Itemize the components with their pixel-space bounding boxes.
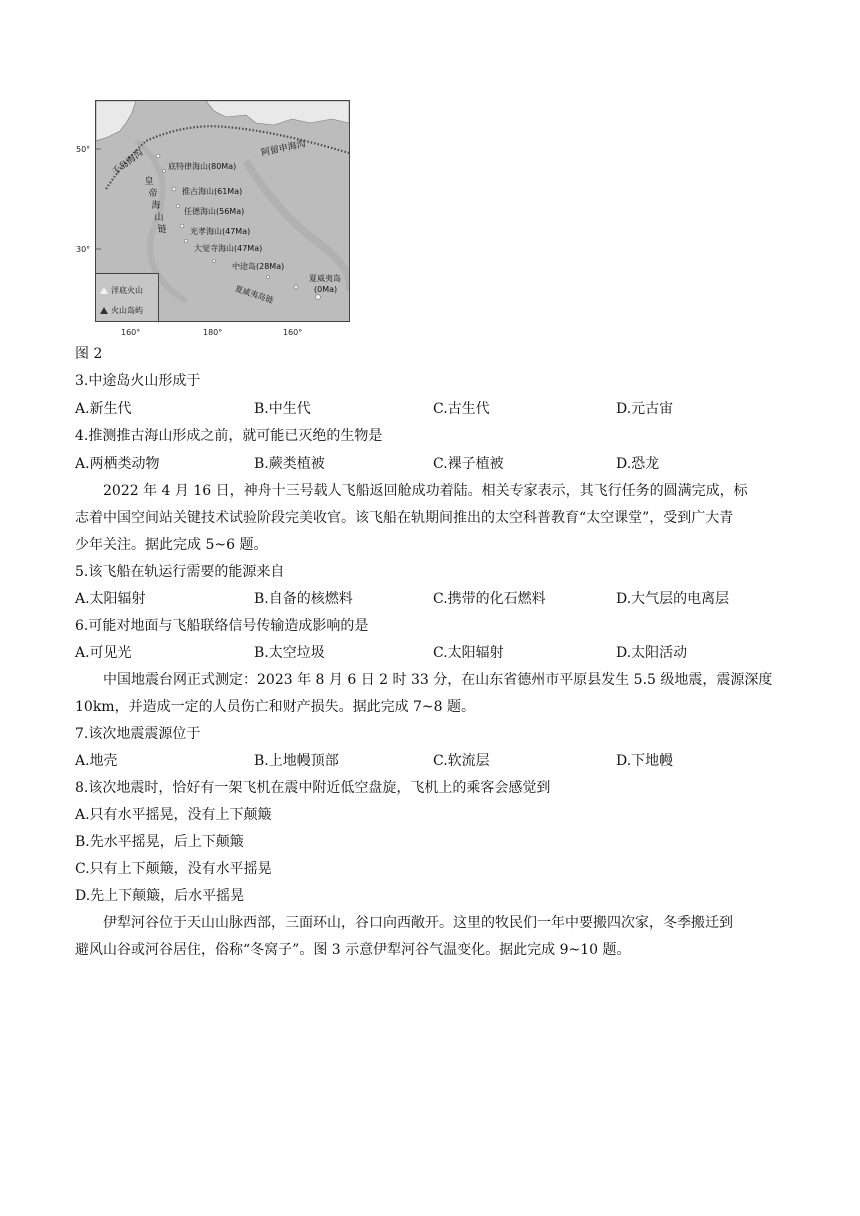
figure-caption: 图 2: [75, 346, 103, 362]
q6-option-d: D.太阳活动: [616, 645, 688, 661]
q4-stem: 4.推测推古海山形成之前，就可能已灭绝的生物是: [75, 428, 383, 444]
q6-option-b: B.太空垃圾: [254, 645, 325, 661]
q4-option-a: A.两栖类动物: [75, 456, 160, 472]
q3-option-c: C.古生代: [433, 401, 490, 417]
legend-seamount-text: 洋底火山: [111, 286, 143, 295]
q7-option-d: D.下地幔: [616, 753, 674, 769]
q8-stem: 8.该次地震时，恰好有一架飞机在震中附近低空盘旋，飞机上的乘客会感觉到: [75, 780, 551, 796]
legend-island: [100, 306, 143, 315]
q4-option-b: B.蕨类植被: [254, 456, 325, 472]
lat-label-50: 50°: [76, 145, 91, 154]
q5-option-c: C.携带的化石燃料: [433, 591, 546, 607]
q6-option-a: A.可见光: [75, 645, 132, 661]
chain-char-1: 皇: [144, 177, 154, 187]
q4-option-d: D.恐龙: [616, 456, 660, 472]
hawaii-age-label: (0Ma): [314, 285, 338, 294]
lon-label-180: 180°: [203, 328, 223, 337]
chain-char-2: 帝: [148, 189, 158, 199]
q3-option-a: A.新生代: [75, 401, 132, 417]
chain-char-5: 链: [157, 225, 167, 235]
q7-option-b: B.上地幔顶部: [254, 753, 339, 769]
lon-label-160e: 160°: [283, 328, 303, 337]
q3-stem: 3.中途岛火山形成于: [75, 373, 201, 389]
lon-label-160w: 160°: [121, 328, 141, 337]
q6-stem: 6.可能对地面与飞船联络信号传输造成影响的是: [75, 618, 369, 634]
q8-option-b: B.先水平摇晃，后上下颠簸: [75, 834, 244, 850]
q6-option-c: C.太阳辐射: [433, 645, 504, 661]
q5-stem: 5.该飞船在轨运行需要的能源来自: [75, 564, 285, 580]
passage1-line1: 2022 年 4 月 16 日，神舟十三号载人飞船返回舱成功着陆。相关专家表示，其飞行任务的圆满完成，标: [103, 483, 748, 499]
chain-char-3: 海: [151, 201, 161, 211]
land-alaska: [206, 101, 349, 125]
q8-option-d: D.先上下颠簸，后水平摇晃: [75, 888, 245, 904]
q3-option-b: B.中生代: [254, 401, 311, 417]
kuril-trench-label: 千岛海沟: [110, 147, 146, 179]
q8-option-c: C.只有上下颠簸，没有水平摇晃: [75, 861, 272, 877]
legend-island-text: 火山岛屿: [111, 306, 143, 315]
seamount-daikakuji: 大觉寺海山(47Ma): [194, 244, 263, 253]
chain-char-4: 山: [154, 213, 164, 223]
legend-seamount: [100, 286, 143, 295]
passage1-line2: 志着中国空间站关键技术试验阶段完美收官。该飞船在轨期间推出的太空科普教育“太空课堂”，受到广大青: [75, 510, 734, 526]
passage1-line3: 少年关注。据此完成 5~6 题。: [75, 537, 268, 553]
q8-option-a: A.只有水平摇晃，没有上下颠簸: [75, 807, 272, 823]
relief-2: [246, 161, 349, 291]
hawaii-chain-label: 夏威夷岛链: [233, 284, 275, 305]
midway-label: 中途岛(28Ma): [232, 262, 285, 271]
passage2-line1: 中国地震台网正式测定：2023 年 8 月 6 日 2 时 33 分，在山东省德州市平原县发生 5.5 级地震，震源深度: [103, 672, 773, 688]
seamount-detroit: 底特律海山(80Ma): [168, 162, 237, 171]
seamount-koko: 光孝海山(47Ma): [190, 227, 251, 236]
q3-option-d: D.元古宙: [616, 401, 674, 417]
map-legend: [96, 273, 159, 322]
q7-option-a: A.地壳: [75, 753, 118, 769]
land-asia: [96, 101, 136, 141]
q5-option-a: A.太阳辐射: [75, 591, 146, 607]
passage3-line2: 避风山谷或河谷居住，俗称“冬窝子”。图 3 示意伊犁河谷气温变化。据此完成 9~10 题。: [75, 942, 631, 958]
q5-option-b: B.自备的核燃料: [254, 591, 353, 607]
seamount-icon: [100, 287, 108, 294]
q5-option-d: D.大气层的电离层: [616, 591, 730, 607]
hawaii-island-label: 夏威夷岛: [309, 274, 341, 283]
passage2-line2: 10km，并造成一定的人员伤亡和财产损失。据此完成 7~8 题。: [75, 699, 476, 715]
q7-stem: 7.该次地震震源位于: [75, 726, 201, 742]
seamount-suiko: 推古海山(61Ma): [182, 187, 243, 196]
volcano-island-icon: [100, 307, 108, 314]
q4-option-c: C.裸子植被: [433, 456, 504, 472]
q7-option-c: C.软流层: [433, 753, 490, 769]
aleutian-trench-label: 阿留申海沟: [260, 139, 307, 159]
seamount-nintoku: 任德海山(56Ma): [184, 207, 245, 216]
seamount-map: [95, 100, 350, 322]
passage3-line1: 伊犁河谷位于天山山脉西部，三面环山，谷口向西敞开。这里的牧民们一年中要搬四次家，冬季搬迁到: [103, 915, 733, 931]
lat-label-30: 30°: [76, 245, 91, 254]
